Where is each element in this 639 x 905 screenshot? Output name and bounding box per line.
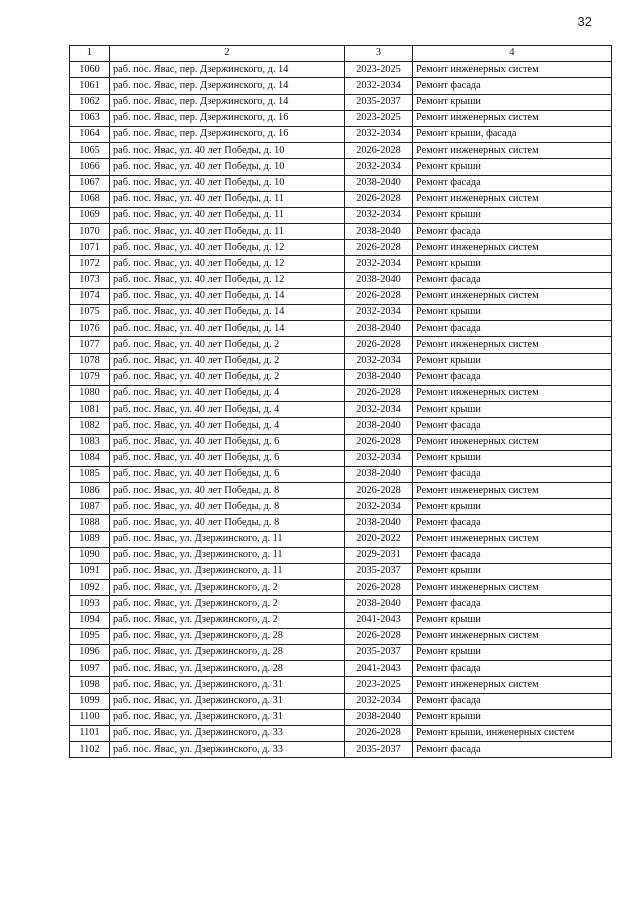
address-cell: раб. пос. Явас, ул. 40 лет Победы, д. 2	[110, 369, 345, 385]
address-cell: раб. пос. Явас, ул. Дзержинского, д. 2	[110, 596, 345, 612]
row-number-cell: 1080	[70, 385, 110, 401]
period-cell: 2038-2040	[345, 466, 413, 482]
address-cell: раб. пос. Явас, ул. Дзержинского, д. 28	[110, 661, 345, 677]
row-number-cell: 1098	[70, 677, 110, 693]
work-type-cell: Ремонт крыши	[413, 305, 612, 321]
period-cell: 2026-2028	[345, 725, 413, 741]
work-type-cell: Ремонт инженерных систем	[413, 288, 612, 304]
work-type-cell: Ремонт фасада	[413, 596, 612, 612]
table-header	[70, 46, 612, 62]
row-number-cell: 1091	[70, 564, 110, 580]
address-cell: раб. пос. Явас, ул. Дзержинского, д. 2	[110, 612, 345, 628]
table-row	[70, 191, 612, 207]
row-number-cell: 1063	[70, 110, 110, 126]
address-cell: раб. пос. Явас, ул. Дзержинского, д. 2	[110, 580, 345, 596]
work-type-cell: Ремонт инженерных систем	[413, 531, 612, 547]
table-row	[70, 369, 612, 385]
row-number-cell: 1060	[70, 62, 110, 78]
table-row	[70, 644, 612, 660]
table-row	[70, 288, 612, 304]
table-row	[70, 661, 612, 677]
table-row	[70, 725, 612, 741]
period-cell: 2038-2040	[345, 709, 413, 725]
work-type-cell: Ремонт инженерных систем	[413, 434, 612, 450]
period-cell: 2035-2037	[345, 644, 413, 660]
table-row	[70, 224, 612, 240]
header-cell-2: 2	[110, 46, 345, 62]
period-cell: 2032-2034	[345, 78, 413, 94]
table-row	[70, 547, 612, 563]
work-type-cell: Ремонт фасада	[413, 661, 612, 677]
period-cell: 2032-2034	[345, 499, 413, 515]
row-number-cell: 1087	[70, 499, 110, 515]
address-cell: раб. пос. Явас, ул. Дзержинского, д. 11	[110, 531, 345, 547]
row-number-cell: 1071	[70, 240, 110, 256]
row-number-cell: 1085	[70, 466, 110, 482]
work-type-cell: Ремонт инженерных систем	[413, 337, 612, 353]
work-type-cell: Ремонт крыши	[413, 159, 612, 175]
work-type-cell: Ремонт крыши, фасада	[413, 126, 612, 142]
period-cell: 2038-2040	[345, 418, 413, 434]
address-cell: раб. пос. Явас, ул. Дзержинского, д. 28	[110, 628, 345, 644]
table-row	[70, 564, 612, 580]
work-type-cell: Ремонт инженерных систем	[413, 580, 612, 596]
row-number-cell: 1073	[70, 272, 110, 288]
period-cell: 2026-2028	[345, 628, 413, 644]
row-number-cell: 1061	[70, 78, 110, 94]
row-number-cell: 1064	[70, 126, 110, 142]
period-cell: 2041-2043	[345, 661, 413, 677]
work-type-cell: Ремонт фасада	[413, 78, 612, 94]
period-cell: 2038-2040	[345, 175, 413, 191]
address-cell: раб. пос. Явас, пер. Дзержинского, д. 16	[110, 126, 345, 142]
table-row	[70, 337, 612, 353]
period-cell: 2026-2028	[345, 434, 413, 450]
address-cell: раб. пос. Явас, ул. 40 лет Победы, д. 14	[110, 305, 345, 321]
table-row	[70, 175, 612, 191]
row-number-cell: 1072	[70, 256, 110, 272]
work-type-cell: Ремонт инженерных систем	[413, 62, 612, 78]
work-type-cell: Ремонт крыши	[413, 256, 612, 272]
row-number-cell: 1070	[70, 224, 110, 240]
row-number-cell: 1095	[70, 628, 110, 644]
row-number-cell: 1101	[70, 725, 110, 741]
address-cell: раб. пос. Явас, ул. 40 лет Победы, д. 2	[110, 353, 345, 369]
period-cell: 2032-2034	[345, 207, 413, 223]
period-cell: 2029-2031	[345, 547, 413, 563]
row-number-cell: 1068	[70, 191, 110, 207]
table-row	[70, 353, 612, 369]
row-number-cell: 1065	[70, 143, 110, 159]
address-cell: раб. пос. Явас, пер. Дзержинского, д. 16	[110, 110, 345, 126]
period-cell: 2035-2037	[345, 94, 413, 110]
work-type-cell: Ремонт фасада	[413, 466, 612, 482]
address-cell: раб. пос. Явас, пер. Дзержинского, д. 14	[110, 94, 345, 110]
address-cell: раб. пос. Явас, ул. Дзержинского, д. 11	[110, 547, 345, 563]
table-row	[70, 402, 612, 418]
table-row	[70, 612, 612, 628]
row-number-cell: 1074	[70, 288, 110, 304]
period-cell: 2038-2040	[345, 224, 413, 240]
period-cell: 2026-2028	[345, 288, 413, 304]
period-cell: 2032-2034	[345, 353, 413, 369]
address-cell: раб. пос. Явас, ул. Дзержинского, д. 33	[110, 725, 345, 741]
work-type-cell: Ремонт фасада	[413, 224, 612, 240]
address-cell: раб. пос. Явас, ул. 40 лет Победы, д. 8	[110, 515, 345, 531]
work-type-cell: Ремонт крыши	[413, 499, 612, 515]
table-row	[70, 693, 612, 709]
table-row	[70, 450, 612, 466]
row-number-cell: 1062	[70, 94, 110, 110]
work-type-cell: Ремонт крыши	[413, 644, 612, 660]
table-row	[70, 434, 612, 450]
table-row	[70, 240, 612, 256]
period-cell: 2026-2028	[345, 337, 413, 353]
period-cell: 2035-2037	[345, 564, 413, 580]
table-row	[70, 321, 612, 337]
table-row	[70, 110, 612, 126]
address-cell: раб. пос. Явас, ул. Дзержинского, д. 31	[110, 693, 345, 709]
address-cell: раб. пос. Явас, ул. 40 лет Победы, д. 6	[110, 434, 345, 450]
address-cell: раб. пос. Явас, ул. 40 лет Победы, д. 14	[110, 321, 345, 337]
period-cell: 2038-2040	[345, 321, 413, 337]
row-number-cell: 1076	[70, 321, 110, 337]
work-type-cell: Ремонт крыши	[413, 612, 612, 628]
address-cell: раб. пос. Явас, ул. 40 лет Победы, д. 12	[110, 256, 345, 272]
table-row	[70, 596, 612, 612]
page-number: 32	[577, 14, 592, 29]
table-row	[70, 418, 612, 434]
work-type-cell: Ремонт фасада	[413, 369, 612, 385]
period-cell: 2026-2028	[345, 191, 413, 207]
work-type-cell: Ремонт инженерных систем	[413, 385, 612, 401]
period-cell: 2026-2028	[345, 143, 413, 159]
address-cell: раб. пос. Явас, ул. Дзержинского, д. 31	[110, 709, 345, 725]
address-cell: раб. пос. Явас, ул. 40 лет Победы, д. 6	[110, 466, 345, 482]
address-cell: раб. пос. Явас, ул. 40 лет Победы, д. 10	[110, 175, 345, 191]
work-type-cell: Ремонт крыши	[413, 564, 612, 580]
address-cell: раб. пос. Явас, ул. 40 лет Победы, д. 11	[110, 207, 345, 223]
row-number-cell: 1077	[70, 337, 110, 353]
work-type-cell: Ремонт фасада	[413, 515, 612, 531]
work-type-cell: Ремонт крыши	[413, 94, 612, 110]
work-type-cell: Ремонт фасада	[413, 272, 612, 288]
table-row	[70, 677, 612, 693]
address-cell: раб. пос. Явас, ул. 40 лет Победы, д. 4	[110, 385, 345, 401]
work-type-cell: Ремонт крыши	[413, 207, 612, 223]
period-cell: 2032-2034	[345, 693, 413, 709]
period-cell: 2038-2040	[345, 369, 413, 385]
row-number-cell: 1082	[70, 418, 110, 434]
row-number-cell: 1102	[70, 742, 110, 758]
address-cell: раб. пос. Явас, ул. 40 лет Победы, д. 12	[110, 240, 345, 256]
row-number-cell: 1086	[70, 483, 110, 499]
period-cell: 2026-2028	[345, 483, 413, 499]
address-cell: раб. пос. Явас, ул. 40 лет Победы, д. 14	[110, 288, 345, 304]
work-type-cell: Ремонт крыши	[413, 353, 612, 369]
address-cell: раб. пос. Явас, ул. Дзержинского, д. 31	[110, 677, 345, 693]
table-row	[70, 272, 612, 288]
header-cell-4: 4	[413, 46, 612, 62]
address-cell: раб. пос. Явас, ул. 40 лет Победы, д. 11	[110, 224, 345, 240]
row-number-cell: 1078	[70, 353, 110, 369]
address-cell: раб. пос. Явас, ул. Дзержинского, д. 33	[110, 742, 345, 758]
period-cell: 2023-2025	[345, 110, 413, 126]
table-row	[70, 385, 612, 401]
table-row	[70, 499, 612, 515]
period-cell: 2035-2037	[345, 742, 413, 758]
address-cell: раб. пос. Явас, ул. Дзержинского, д. 11	[110, 564, 345, 580]
address-cell: раб. пос. Явас, ул. 40 лет Победы, д. 6	[110, 450, 345, 466]
table-row	[70, 580, 612, 596]
period-cell: 2020-2022	[345, 531, 413, 547]
period-cell: 2038-2040	[345, 272, 413, 288]
address-cell: раб. пос. Явас, пер. Дзержинского, д. 14	[110, 62, 345, 78]
address-cell: раб. пос. Явас, ул. 40 лет Победы, д. 12	[110, 272, 345, 288]
work-type-cell: Ремонт фасада	[413, 742, 612, 758]
row-number-cell: 1088	[70, 515, 110, 531]
table-row	[70, 531, 612, 547]
work-type-cell: Ремонт инженерных систем	[413, 110, 612, 126]
work-type-cell: Ремонт фасада	[413, 547, 612, 563]
row-number-cell: 1090	[70, 547, 110, 563]
table-row	[70, 159, 612, 175]
period-cell: 2023-2025	[345, 62, 413, 78]
row-number-cell: 1069	[70, 207, 110, 223]
address-cell: раб. пос. Явас, ул. 40 лет Победы, д. 4	[110, 402, 345, 418]
table-row	[70, 143, 612, 159]
period-cell: 2032-2034	[345, 126, 413, 142]
table-row	[70, 742, 612, 758]
work-type-cell: Ремонт инженерных систем	[413, 191, 612, 207]
table-row	[70, 78, 612, 94]
table-row	[70, 207, 612, 223]
period-cell: 2023-2025	[345, 677, 413, 693]
period-cell: 2026-2028	[345, 240, 413, 256]
table-row	[70, 466, 612, 482]
table-row	[70, 628, 612, 644]
period-cell: 2026-2028	[345, 580, 413, 596]
work-type-cell: Ремонт инженерных систем	[413, 143, 612, 159]
address-cell: раб. пос. Явас, ул. 40 лет Победы, д. 10	[110, 143, 345, 159]
period-cell: 2041-2043	[345, 612, 413, 628]
work-type-cell: Ремонт крыши, инженерных систем	[413, 725, 612, 741]
work-type-cell: Ремонт фасада	[413, 175, 612, 191]
work-type-cell: Ремонт фасада	[413, 693, 612, 709]
row-number-cell: 1099	[70, 693, 110, 709]
period-cell: 2032-2034	[345, 159, 413, 175]
table-row	[70, 94, 612, 110]
row-number-cell: 1081	[70, 402, 110, 418]
table-row	[70, 256, 612, 272]
row-number-cell: 1075	[70, 305, 110, 321]
row-number-cell: 1066	[70, 159, 110, 175]
row-number-cell: 1089	[70, 531, 110, 547]
work-type-cell: Ремонт крыши	[413, 450, 612, 466]
period-cell: 2038-2040	[345, 596, 413, 612]
work-type-cell: Ремонт инженерных систем	[413, 677, 612, 693]
period-cell: 2032-2034	[345, 402, 413, 418]
work-type-cell: Ремонт фасада	[413, 418, 612, 434]
address-cell: раб. пос. Явас, ул. Дзержинского, д. 28	[110, 644, 345, 660]
work-type-cell: Ремонт инженерных систем	[413, 240, 612, 256]
table-row	[70, 709, 612, 725]
address-cell: раб. пос. Явас, ул. 40 лет Победы, д. 11	[110, 191, 345, 207]
table-row	[70, 62, 612, 78]
table-row	[70, 483, 612, 499]
header-row	[70, 46, 612, 62]
table-body	[70, 62, 612, 758]
row-number-cell: 1092	[70, 580, 110, 596]
table-row	[70, 126, 612, 142]
row-number-cell: 1067	[70, 175, 110, 191]
row-number-cell: 1097	[70, 661, 110, 677]
address-cell: раб. пос. Явас, ул. 40 лет Победы, д. 8	[110, 483, 345, 499]
address-cell: раб. пос. Явас, ул. 40 лет Победы, д. 8	[110, 499, 345, 515]
period-cell: 2032-2034	[345, 450, 413, 466]
row-number-cell: 1079	[70, 369, 110, 385]
header-cell-3: 3	[345, 46, 413, 62]
address-cell: раб. пос. Явас, ул. 40 лет Победы, д. 10	[110, 159, 345, 175]
work-type-cell: Ремонт фасада	[413, 321, 612, 337]
row-number-cell: 1083	[70, 434, 110, 450]
header-cell-1: 1	[70, 46, 110, 62]
period-cell: 2032-2034	[345, 305, 413, 321]
address-cell: раб. пос. Явас, пер. Дзержинского, д. 14	[110, 78, 345, 94]
period-cell: 2038-2040	[345, 515, 413, 531]
work-type-cell: Ремонт крыши	[413, 402, 612, 418]
table-row	[70, 515, 612, 531]
row-number-cell: 1096	[70, 644, 110, 660]
work-type-cell: Ремонт крыши	[413, 709, 612, 725]
row-number-cell: 1100	[70, 709, 110, 725]
table-row	[70, 305, 612, 321]
work-schedule-table	[69, 45, 612, 758]
period-cell: 2032-2034	[345, 256, 413, 272]
row-number-cell: 1094	[70, 612, 110, 628]
row-number-cell: 1084	[70, 450, 110, 466]
address-cell: раб. пос. Явас, ул. 40 лет Победы, д. 4	[110, 418, 345, 434]
work-type-cell: Ремонт инженерных систем	[413, 483, 612, 499]
work-type-cell: Ремонт инженерных систем	[413, 628, 612, 644]
row-number-cell: 1093	[70, 596, 110, 612]
period-cell: 2026-2028	[345, 385, 413, 401]
address-cell: раб. пос. Явас, ул. 40 лет Победы, д. 2	[110, 337, 345, 353]
